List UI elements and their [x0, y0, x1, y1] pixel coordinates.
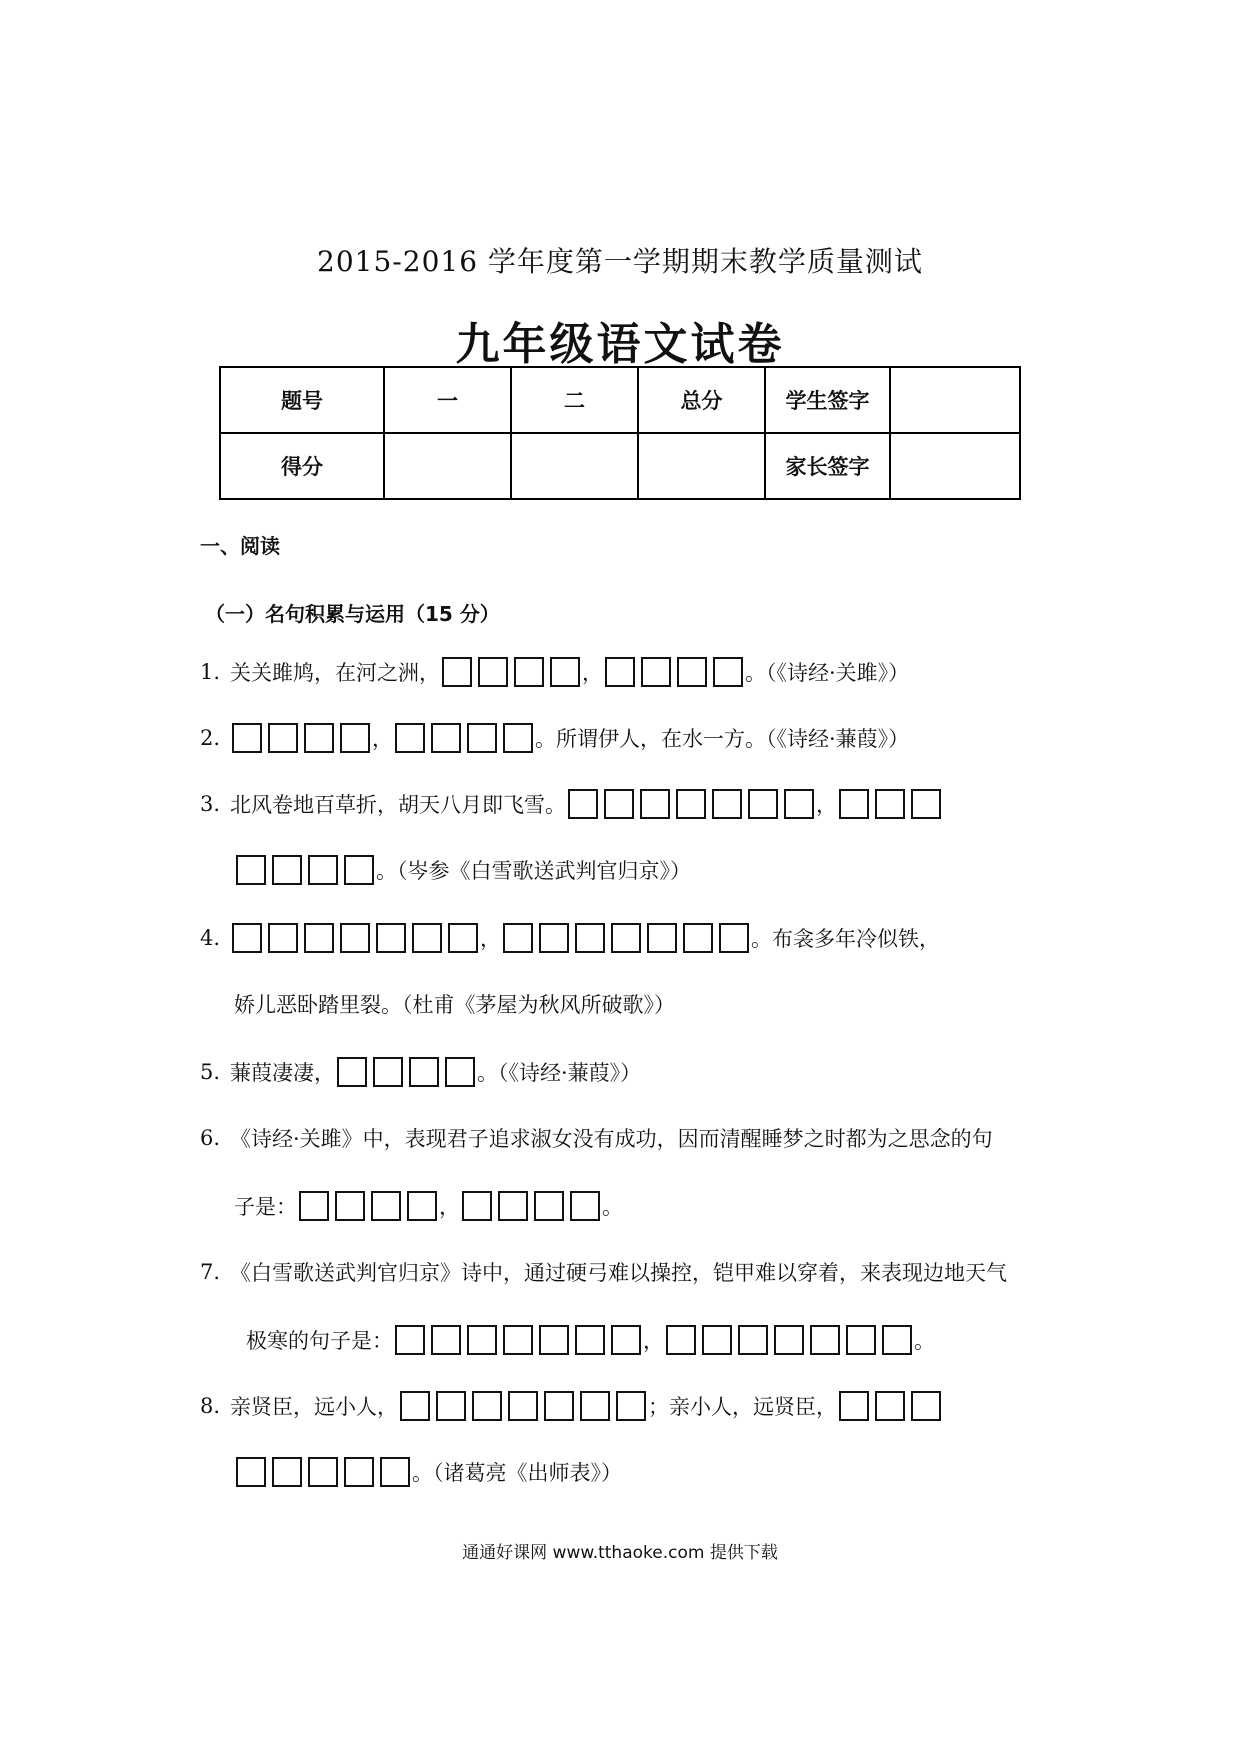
answer-box[interactable]: [508, 1391, 538, 1421]
question-text: 。: [914, 1329, 935, 1353]
answer-box[interactable]: [550, 657, 580, 687]
question-3: [200, 784, 943, 824]
table-cell-total-header: 总分: [638, 367, 765, 433]
question-number: 1.: [200, 660, 221, 684]
section-heading: 一、阅读: [200, 534, 280, 558]
answer-box[interactable]: [299, 1191, 329, 1221]
answer-box[interactable]: [575, 923, 605, 953]
answer-box[interactable]: [539, 923, 569, 953]
question-8-continued: [234, 1452, 622, 1492]
answer-box[interactable]: [611, 1325, 641, 1355]
answer-boxes[interactable]: [337, 1057, 475, 1087]
answer-box[interactable]: [683, 923, 713, 953]
question-text: ，: [480, 927, 501, 951]
parent-signature-field[interactable]: [890, 433, 1020, 499]
question-3-continued: [234, 850, 691, 890]
score-field-part-2[interactable]: [511, 433, 638, 499]
answer-box[interactable]: [539, 1325, 569, 1355]
answer-boxes[interactable]: [839, 1391, 941, 1421]
answer-boxes[interactable]: [232, 723, 370, 753]
answer-box[interactable]: [568, 789, 598, 819]
answer-box[interactable]: [478, 657, 508, 687]
question-text: 。所谓伊人，在水一方。（《诗经·蒹葭》）: [535, 727, 910, 751]
question-number: 6.: [200, 1126, 221, 1150]
answer-boxes[interactable]: [839, 789, 941, 819]
answer-box[interactable]: [839, 1391, 869, 1421]
answer-box[interactable]: [304, 723, 334, 753]
question-text: 关关雎鸠，在河之洲，: [230, 661, 440, 685]
question-number: 5.: [200, 1060, 221, 1084]
answer-box[interactable]: [911, 789, 941, 819]
question-text: 。（《诗经·关雎》）: [745, 661, 910, 685]
question-5: [200, 1052, 641, 1092]
answer-box[interactable]: [400, 1391, 430, 1421]
answer-box[interactable]: [395, 1325, 425, 1355]
answer-box[interactable]: [340, 923, 370, 953]
answer-box[interactable]: [373, 1057, 403, 1087]
answer-box[interactable]: [911, 1391, 941, 1421]
question-text: 。（岑参《白雪歌送武判官归京》）: [376, 859, 691, 883]
question-4: [200, 918, 940, 958]
answer-box[interactable]: [448, 923, 478, 953]
exam-title: 九年级语文试卷: [455, 319, 785, 370]
table-cell-score-label: 得分: [220, 433, 384, 499]
exam-subtitle: 2015-2016 学年度第一学期期末教学质量测试: [317, 245, 923, 278]
answer-box[interactable]: [702, 1325, 732, 1355]
answer-box[interactable]: [712, 789, 742, 819]
answer-box[interactable]: [232, 923, 262, 953]
question-text: 。（《诗经·蒹葭》）: [477, 1061, 642, 1085]
answer-box[interactable]: [467, 723, 497, 753]
answer-box[interactable]: [431, 1325, 461, 1355]
question-text: 娇儿恶卧踏里裂。（杜甫《茅屋为秋风所破歌》）: [234, 993, 675, 1017]
answer-box[interactable]: [472, 1391, 502, 1421]
answer-box[interactable]: [412, 923, 442, 953]
answer-box[interactable]: [605, 657, 635, 687]
answer-boxes[interactable]: [462, 1191, 600, 1221]
answer-box[interactable]: [503, 923, 533, 953]
answer-box[interactable]: [304, 923, 334, 953]
answer-box[interactable]: [544, 1391, 574, 1421]
answer-boxes[interactable]: [503, 923, 749, 953]
answer-box[interactable]: [875, 1391, 905, 1421]
answer-box[interactable]: [503, 723, 533, 753]
answer-boxes[interactable]: [236, 1457, 410, 1487]
answer-box[interactable]: [236, 855, 266, 885]
answer-box[interactable]: [839, 789, 869, 819]
question-text: ，: [582, 661, 603, 685]
answer-box[interactable]: [514, 657, 544, 687]
answer-box[interactable]: [236, 1457, 266, 1487]
question-number: 3.: [200, 792, 221, 816]
answer-box[interactable]: [882, 1325, 912, 1355]
answer-boxes[interactable]: [442, 657, 580, 687]
answer-box[interactable]: [677, 657, 707, 687]
answer-box[interactable]: [534, 1191, 564, 1221]
answer-box[interactable]: [580, 1391, 610, 1421]
answer-box[interactable]: [445, 1057, 475, 1087]
question-2: [200, 718, 909, 758]
answer-box[interactable]: [575, 1325, 605, 1355]
answer-box[interactable]: [376, 923, 406, 953]
answer-box[interactable]: [308, 1457, 338, 1487]
question-number: 4.: [200, 926, 221, 950]
answer-box[interactable]: [467, 1325, 497, 1355]
table-cell-parent-signature-label: 家长签字: [765, 433, 890, 499]
answer-boxes[interactable]: [299, 1191, 437, 1221]
question-text: 蒹葭凄凄，: [230, 1061, 335, 1085]
answer-box[interactable]: [640, 789, 670, 819]
question-text: 。布衾多年冷似铁，: [751, 927, 940, 951]
answer-box[interactable]: [407, 1191, 437, 1221]
score-table: [219, 366, 1021, 500]
question-text: 。: [602, 1195, 623, 1219]
answer-box[interactable]: [442, 657, 472, 687]
question-number: 7.: [200, 1260, 221, 1284]
answer-box[interactable]: [371, 1191, 401, 1221]
answer-box[interactable]: [748, 789, 778, 819]
answer-boxes[interactable]: [395, 1325, 641, 1355]
question-text: ；亲小人，远贤臣，: [648, 1395, 837, 1419]
score-table-row: [220, 433, 1020, 499]
question-text: 极寒的句子是：: [246, 1329, 393, 1353]
answer-boxes[interactable]: [236, 855, 374, 885]
answer-box[interactable]: [380, 1457, 410, 1487]
score-field-total[interactable]: [638, 433, 765, 499]
question-text: 。（诸葛亮《出师表》）: [412, 1461, 622, 1485]
question-1: [200, 652, 909, 692]
question-4-continued: [234, 984, 675, 1024]
answer-box[interactable]: [431, 723, 461, 753]
question-text: 《诗经·关雎》中，表现君子追求淑女没有成功，因而清醒睡梦之时都为之思念的句: [230, 1127, 993, 1151]
score-field-part-1[interactable]: [384, 433, 511, 499]
answer-box[interactable]: [232, 723, 262, 753]
question-number: 8.: [200, 1394, 221, 1418]
answer-box[interactable]: [436, 1391, 466, 1421]
answer-box[interactable]: [268, 923, 298, 953]
answer-box[interactable]: [344, 1457, 374, 1487]
answer-box[interactable]: [570, 1191, 600, 1221]
answer-box[interactable]: [308, 855, 338, 885]
question-text: ，: [643, 1329, 664, 1353]
answer-box[interactable]: [875, 789, 905, 819]
answer-box[interactable]: [666, 1325, 696, 1355]
answer-box[interactable]: [774, 1325, 804, 1355]
answer-box[interactable]: [272, 855, 302, 885]
answer-boxes[interactable]: [666, 1325, 912, 1355]
question-7-continued: [246, 1320, 935, 1360]
answer-boxes[interactable]: [605, 657, 743, 687]
answer-box[interactable]: [810, 1325, 840, 1355]
student-signature-field[interactable]: [890, 367, 1020, 433]
question-7: [200, 1252, 1007, 1292]
table-cell-part-1-header: 一: [384, 367, 511, 433]
answer-box[interactable]: [616, 1391, 646, 1421]
question-6: [200, 1118, 993, 1158]
answer-box[interactable]: [738, 1325, 768, 1355]
answer-box[interactable]: [784, 789, 814, 819]
answer-box[interactable]: [611, 923, 641, 953]
answer-boxes[interactable]: [395, 723, 533, 753]
answer-box[interactable]: [647, 923, 677, 953]
answer-box[interactable]: [409, 1057, 439, 1087]
answer-boxes[interactable]: [568, 789, 814, 819]
page-footer: 通通好课网 www.tthaoke.com 提供下载: [462, 1543, 778, 1563]
question-text: 北风卷地百草折，胡天八月即飞雪。: [230, 793, 566, 817]
question-text: 《白雪歌送武判官归京》诗中，通过硬弓难以操控，铠甲难以穿着，来表现边地天气: [230, 1261, 1007, 1285]
answer-box[interactable]: [335, 1191, 365, 1221]
question-text: 子是：: [234, 1195, 297, 1219]
answer-box[interactable]: [604, 789, 634, 819]
answer-boxes[interactable]: [232, 923, 478, 953]
question-6-continued: [234, 1186, 623, 1226]
answer-box[interactable]: [340, 723, 370, 753]
answer-box[interactable]: [272, 1457, 302, 1487]
answer-box[interactable]: [503, 1325, 533, 1355]
answer-box[interactable]: [268, 723, 298, 753]
answer-box[interactable]: [676, 789, 706, 819]
question-text: ，: [439, 1195, 460, 1219]
answer-box[interactable]: [719, 923, 749, 953]
question-text: ，: [816, 793, 837, 817]
answer-box[interactable]: [498, 1191, 528, 1221]
subsection-heading: （一）名句积累与运用（15 分）: [205, 602, 500, 626]
question-text: ，: [372, 727, 393, 751]
answer-box[interactable]: [713, 657, 743, 687]
answer-box[interactable]: [641, 657, 671, 687]
answer-box[interactable]: [337, 1057, 367, 1087]
question-number: 2.: [200, 726, 221, 750]
table-cell-part-2-header: 二: [511, 367, 638, 433]
answer-box[interactable]: [462, 1191, 492, 1221]
table-cell-student-signature-label: 学生签字: [765, 367, 890, 433]
answer-box[interactable]: [395, 723, 425, 753]
table-cell-question-number-header: 题号: [220, 367, 384, 433]
answer-box[interactable]: [846, 1325, 876, 1355]
question-text: 亲贤臣，远小人，: [230, 1395, 398, 1419]
question-8: [200, 1386, 943, 1426]
score-table-row: [220, 367, 1020, 433]
answer-box[interactable]: [344, 855, 374, 885]
answer-boxes[interactable]: [400, 1391, 646, 1421]
